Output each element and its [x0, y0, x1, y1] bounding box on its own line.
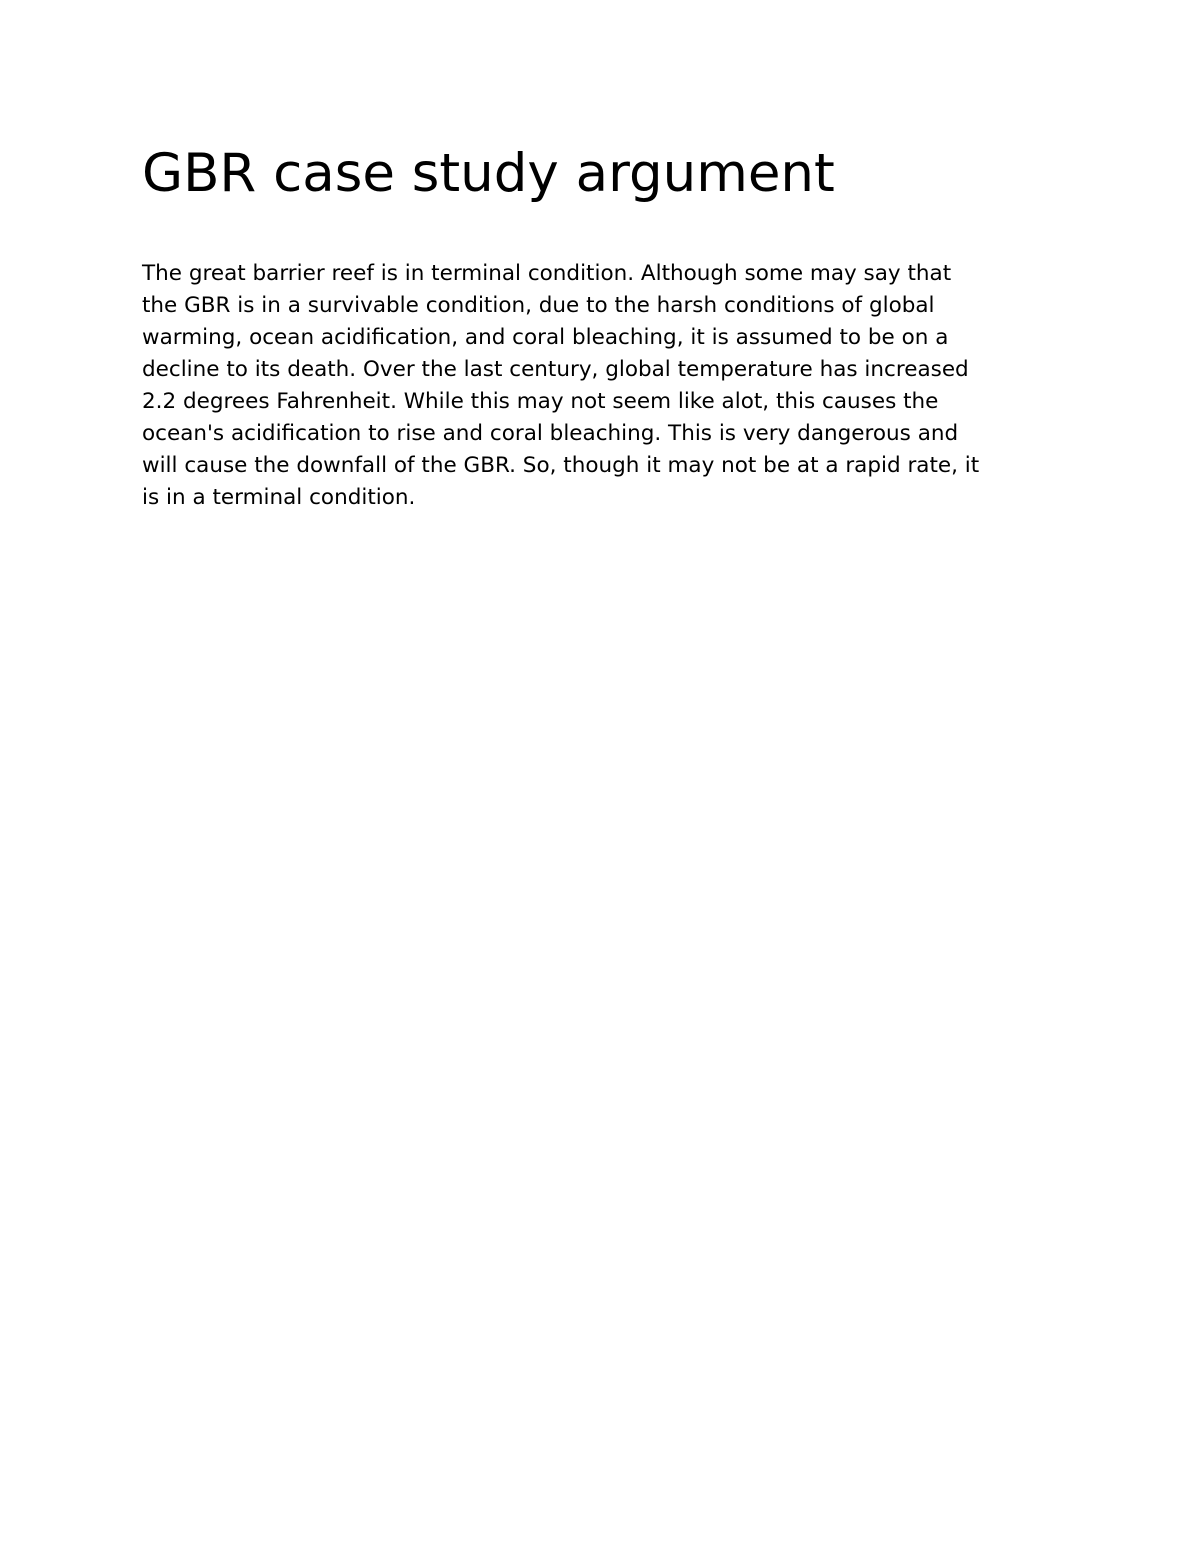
paragraph-line: the GBR is in a survivable condition, due to the harsh conditions of global	[142, 293, 935, 318]
paragraph-line: 2.2 degrees Fahrenheit. While this may not seem like alot, this causes the	[142, 389, 939, 414]
paragraph-line: warming, ocean acidification, and coral bleaching, it is assumed to be on a	[142, 325, 949, 350]
body-paragraph	[142, 258, 1082, 514]
paragraph-line: decline to its death. Over the last century, global temperature has increased	[142, 357, 969, 382]
paragraph-line: is in a terminal condition.	[142, 485, 416, 510]
paragraph-line: The great barrier reef is in terminal condition. Although some may say that	[142, 261, 952, 286]
paragraph-line: will cause the downfall of the GBR. So, though it may not be at a rapid rate, it	[142, 453, 980, 478]
paragraph-line: ocean's acidification to rise and coral bleaching. This is very dangerous and	[142, 421, 959, 446]
document-title: GBR case study argument	[142, 143, 835, 204]
